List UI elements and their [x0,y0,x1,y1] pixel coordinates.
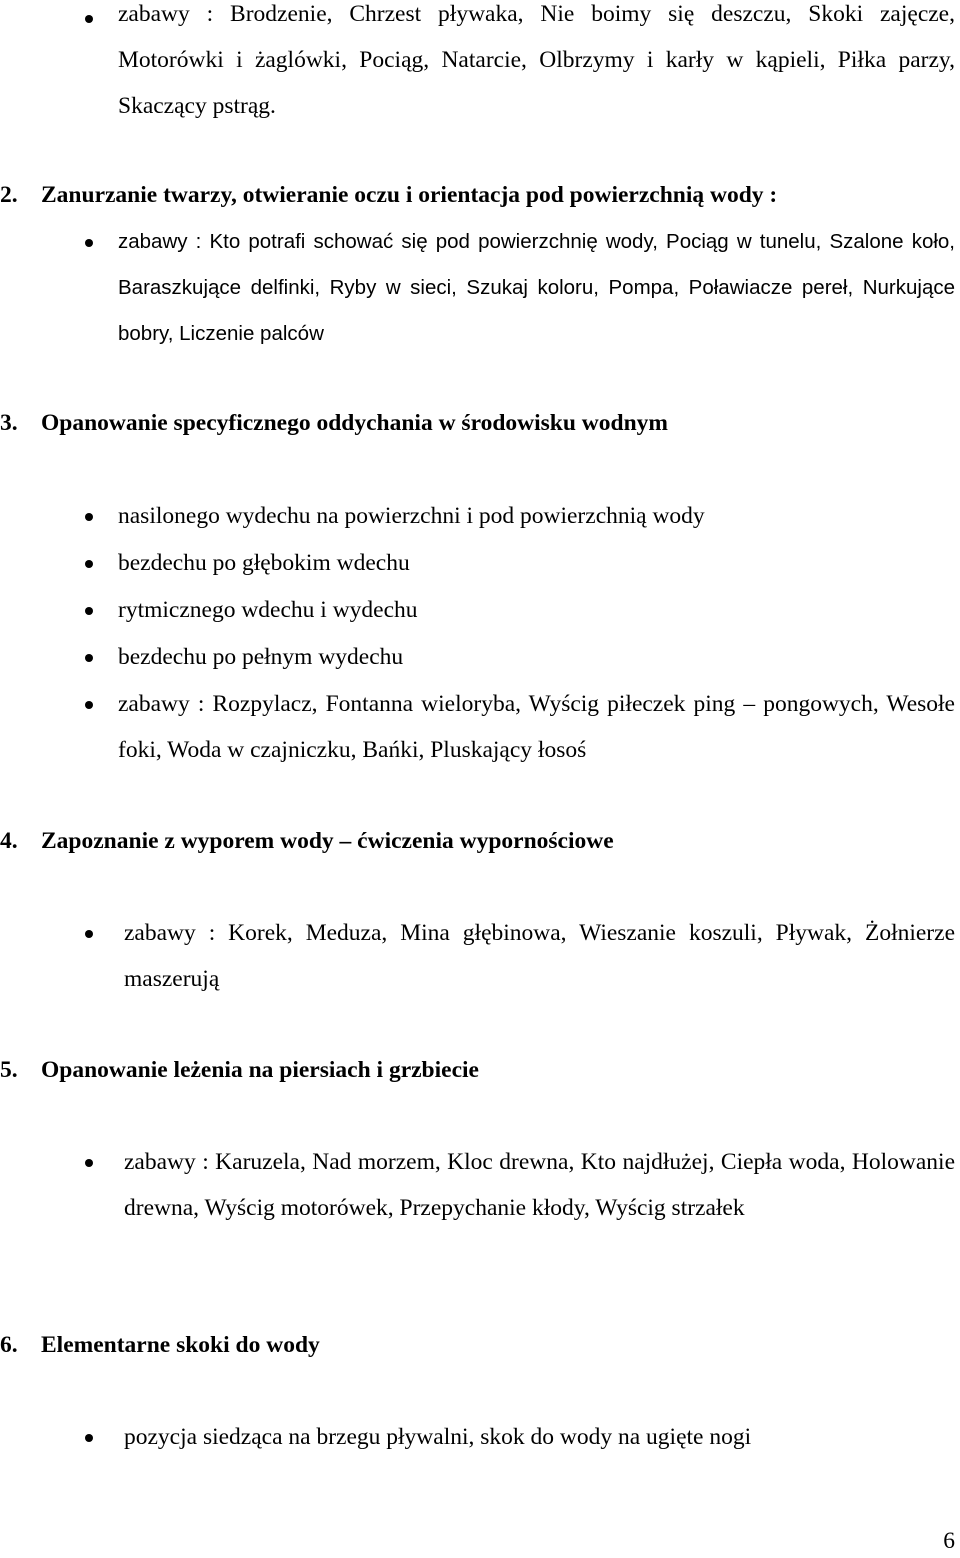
bullet-text: zabawy : Brodzenie, Chrzest pływaka, Nie boimy się deszczu, Skoki zajęcze, Motorówki i żaglówki, Pociąg, Natarcie, Olbrzymy i karły w kąpieli, Piłka parzy, Skaczący pstrąg. [118,1,955,119]
bullet-text: zabawy : Rozpylacz, Fontanna wieloryba, Wyścig piłeczek ping – pongowych, Wesołe foki, Woda w czajniczku, Bańki, Pluskający łosoś [118,691,955,763]
section-number: 4. [0,828,18,854]
section-title: Zapoznanie z wyporem wody – ćwiczenia wypornościowe [41,828,614,854]
bullet-icon [85,560,93,568]
section-heading [0,180,777,210]
section-heading [0,826,614,856]
bullet-text: rytmicznego wdechu i wydechu [118,597,418,623]
section-title: Elementarne skoki do wody [41,1332,320,1358]
section-heading [0,1330,320,1360]
section-number: 6. [0,1332,18,1358]
bullet-text: zabawy : Korek, Meduza, Mina głębinowa, Wieszanie koszuli, Pływak, Żołnierze maszerują [124,920,955,992]
bullet-icon [85,1434,93,1442]
section-number: 5. [0,1057,18,1083]
bullet-icon [85,15,93,23]
bullet-text: bezdechu po pełnym wydechu [118,644,404,670]
section-heading [0,408,668,438]
section-heading [0,1055,479,1085]
section-number: 2. [0,182,18,208]
bullet-icon [85,607,93,615]
section-number: 3. [0,410,18,436]
section-title: Opanowanie leżenia na piersiach i grzbiecie [41,1057,479,1083]
bullet-icon [85,654,93,662]
bullet-icon [85,1159,93,1167]
bullet-icon [85,513,93,521]
page-number: 6 [943,1528,955,1554]
bullet-text: bezdechu po głębokim wdechu [118,550,410,576]
section-title: Opanowanie specyficznego oddychania w środowisku wodnym [41,410,668,436]
bullet-icon [85,930,93,938]
bullet-text: zabawy : Karuzela, Nad morzem, Kloc drewna, Kto najdłużej, Ciepła woda, Holowanie drewna, Wyścig motorówek, Przepychanie kłody, Wyścig strzałek [124,1149,955,1221]
bullet-icon [85,701,93,709]
bullet-text: pozycja siedząca na brzegu pływalni, skok do wody na ugięte nogi [124,1424,752,1450]
bullet-icon [85,239,93,247]
bullet-text: zabawy : Kto potrafi schować się pod powierzchnię wody, Pociąg w tunelu, Szalone koło, Baraszkujące delfinki, Ryby w sieci, Szukaj koloru, Pompa, Poławiacze pereł, Nurkujące bobry, Liczenie palców [118,230,955,345]
bullet-text: nasilonego wydechu na powierzchni i pod powierzchnią wody [118,503,705,529]
section-title: Zanurzanie twarzy, otwieranie oczu i orientacja pod powierzchnią wody : [41,182,778,208]
